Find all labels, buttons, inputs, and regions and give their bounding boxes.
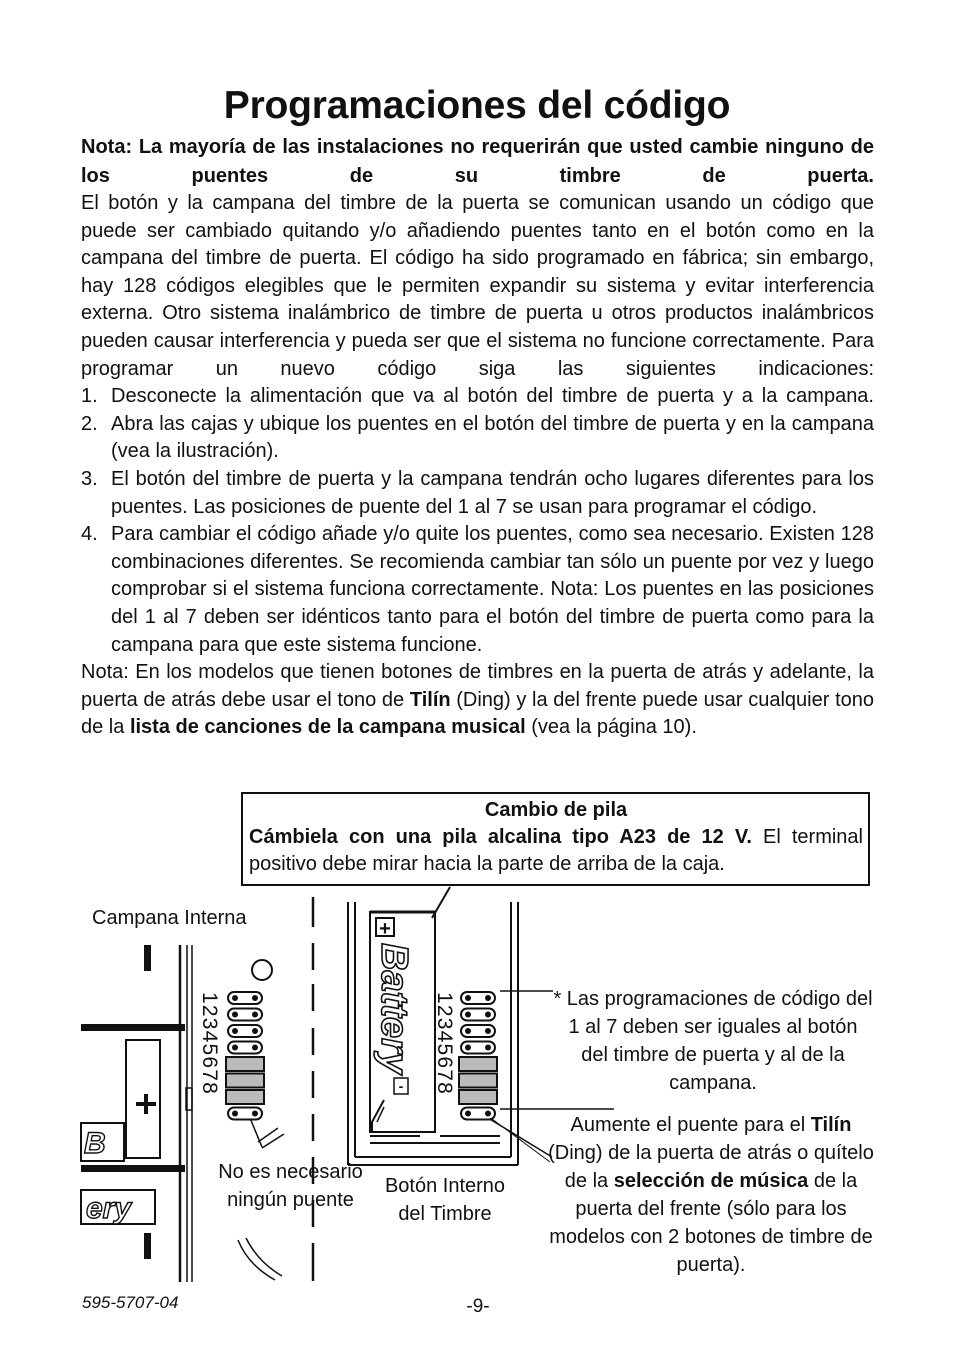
note-bold: Nota: La mayoría de las instalaciones no requerirán que usted cambie ninguno de los puentes de su timbre de puerta. — [81, 136, 874, 187]
note-codes: * Las programaciones de código del 1 al 7 deben ser iguales al botón del timbre de puerta y al de la campana. — [553, 988, 873, 1094]
chime-battery-fragment-b: B — [84, 1127, 106, 1160]
battery-plus-sign: + — [379, 918, 391, 940]
step-item: 4. Para cambiar el código añade y/o quite los puentes, como sea necesario. Existen 128 combinaciones diferentes. Se recomienda cambiar tan sólo un puente por vez y luego comprobar si el sistema funciona correctamente. Nota: Los puentes en las posiciones del 1 al 7 deben ser idénticos tanto para el botón del timbre de puerta como para la campana para que este sistema funcione. — [81, 523, 874, 656]
label-no-jumper: No es necesario ningún puente — [218, 1161, 363, 1211]
step-item: 2. Abra las cajas y ubique los puentes en el botón del timbre de puerta y en la campana (vea la ilustración). — [81, 412, 874, 463]
chime-jumper-pins — [226, 992, 264, 1120]
page-title: Programaciones del código — [223, 84, 731, 127]
part-number: 595-5707-04 — [82, 1293, 179, 1312]
battery-minus-sign: - — [398, 1078, 404, 1094]
chime-pin-numbers: 12345678 — [198, 992, 221, 1096]
step-item: 3. El botón del timbre de puerta y la campana tendrán ocho lugares diferentes para los puentes. Las posiciones de puente del 1 al 7 se usan para programar el código. — [81, 467, 874, 518]
button-pin-numbers: 12345678 — [433, 992, 456, 1096]
note-two-doors: Nota: En los modelos que tienen botones de timbres en la puerta de atrás y adelante, la puerta de atrás debe usar el tono de Tilín (Ding) y la del frente puede usar cualquier tono de la lista de canciones de la campana musical (vea la página 10). — [81, 661, 874, 739]
label-button: Botón Interno del Timbre — [384, 1175, 506, 1225]
label-chime: Campana Interna — [92, 907, 247, 929]
intro-paragraph: El botón y la campana del timbre de la puerta se comunican usando un código que puede ser cambiado quitando y/o añadiendo puentes tanto en el botón como en la campana del timbre de puerta. El código ha sido programado en fábrica; sin embargo, hay 128 códigos elegibles que le permiten expandir su sistema y evitar interferencia externa. Otro sistema inalámbrico de timbre de puerta u otros productos inalámbricos pueden causar interferencia y pueda ser que el sistema no funcione correctamente. Para programar un nuevo código siga las siguientes indicaciones: — [81, 192, 874, 380]
step-item: 1. Desconecte la alimentación que va al botón del timbre de puerta y a la campana. — [81, 385, 874, 408]
note-ding: Aumente el puente para el Tilín (Ding) de la puerta de atrás o quítelo de la selección de música de la puerta del frente (sólo para los modelos con 2 botones de timbre de puerta). — [548, 1114, 874, 1276]
page-number: -9- — [466, 1296, 490, 1317]
button-jumper-pins — [459, 992, 497, 1120]
chime-battery-fragment: ery — [86, 1192, 132, 1225]
battery-box-heading: Cambio de pila — [484, 799, 628, 821]
battery-label: Battery — [373, 943, 415, 1074]
battery-box-text: Cámbiela con una pila alcalina tipo A23 de 12 V. El terminal positivo debe mirar hacia la parte de arriba de la caja. — [249, 826, 863, 875]
